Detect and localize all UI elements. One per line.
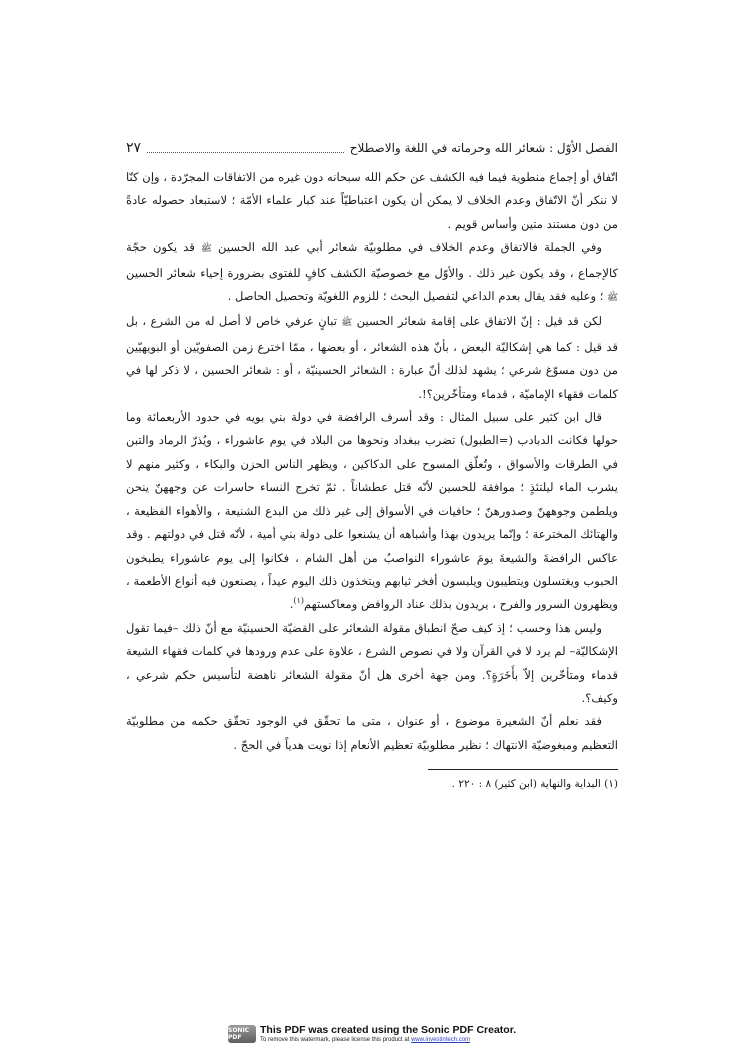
page-number: ٢٧ — [126, 140, 142, 156]
watermark-main-text: This PDF was created using the Sonic PDF Creator. — [260, 1023, 517, 1036]
paragraph-text: قال ابن كثير على سبيل المثال : وقد أسرف الرافضة في دولة بني بويه في حدود الأربعمائة وما حولها فكانت الدبادب (=الطبول) تضرب ببغداد ونحوها من البلاد في يوم عاشوراء ، ويُذرّ الرماد والتبن في الطرقات والأسواق ، وتُعلّق المسوح على الدكاكين ، ويظهر الناس الحزن والبكاء ، وكثير منهم لا يشرب الماء ليلتئذٍ ؛ موافقة للحسين لأنّه قتل عطشاناً . ثمّ تخرج النساء حاسرات عن وجههنّ ينحن ويلطمن وجوههنّ وصدورهنّ ؛ حافيات في الأسواق إلى غير ذلك من البدع الشنيعة ، والأهواء الفظيعة ، والهتائك المخترعة ؛ وإنّما يريدون بهذا وأشباهه أن يشنعوا على دولة بني أمية ، لأنّه قتل في دولتهم . وقد عاكس الرافضةَ والشيعةَ يومَ عاشوراء النواصبُ من أهل الشام ، فكانوا إلى يوم عاشوراء يطبخون الحبوب ويغتسلون ويتطيبون ويلبسون أفخر ثيابهم ويتخذون ذلك اليوم عيداً ، يصنعون فيه أنواع الأطعمة ، ويظهرون السرور والفرح ، يريدون بذلك عناد الروافض ومعاكستهم — [126, 410, 618, 612]
sonic-pdf-logo-icon: SONIC PDF — [228, 1025, 256, 1043]
honorific-symbol: ﷺ — [341, 318, 353, 329]
watermark-link[interactable]: www.investintech.com — [411, 1036, 471, 1043]
watermark-sub-label: To remove this watermark, please license this product at — [260, 1036, 412, 1043]
body-paragraph — [126, 236, 618, 310]
paragraph-text: فقد نعلم أنّ الشعيرة موضوع ، أو عنوان ، متى ما تحقّق في الوجود تحقّق حكمه من مطلوبيّة التعظيم ومبغوضيّة الانتهاك ؛ نظير مطلوبيّة تعظيم الأنعام إذا نويت هدياً في الحجّ . — [126, 714, 618, 752]
body-paragraph — [126, 310, 618, 406]
header-leader-dots — [147, 144, 344, 153]
footnote: (١) البداية والنهاية (ابن كثير) ٨ : ٢٢٠ . — [451, 778, 618, 791]
pdf-watermark — [228, 1023, 516, 1045]
footnote-reference[interactable]: (١) — [293, 596, 304, 606]
paragraph-text: لكن قد قيل : إنّ الاتفاق على إقامة شعائر الحسين — [352, 314, 602, 329]
honorific-symbol: ﷺ — [201, 244, 212, 255]
paragraph-text: تبانٍ عرفي خاص لا أصل له من الشرع ، بل قد قيل : كما هي إشكاليّة البعض ، بأنّ هذه الشعائر ، أو بعضها ، ممّا اخترع زمن الصفويّين أو البويهيّين من دون مسوّغ شرعي ؛ يشهد لذلك أنّ عبارة : الشعائر الحسينيّة ، أو : شعائر الحسين ، لا ذكر لها في كلمات فقهاء الإماميّة ، قدماء ومتأخّرين؟!. — [126, 314, 618, 401]
document-page — [126, 140, 618, 792]
watermark-sub-text — [260, 1036, 516, 1044]
footnotes — [126, 776, 618, 792]
body-paragraph — [126, 166, 618, 236]
body-paragraph — [126, 617, 618, 711]
footnote-separator — [428, 769, 618, 770]
chapter-title: الفصل الأوّل : شعائر الله وحرماته في اللغة والاصطلاح — [349, 141, 618, 155]
paragraph-text: وفي الجملة فالاتفاق وعدم الخلاف في مطلوبيّة شعائر أبي عبد الله الحسين — [211, 240, 603, 255]
body-paragraph: قال ابن كثير على سبيل المثال : وقد أسرف الرافضة في دولة بني بويه في حدود الأربعمائة وما حولها فكانت الدبادب (=الطبول) تضرب ببغداد ونحوها من البلاد في يوم عاشوراء ، ويُذرّ الرماد والتبن في الطرقات والأسواق ، وتُعلّق المسوح على الدكاكين ، ويظهر الناس الحزن والبكاء ، وكثير منهم لا يشرب الماء ليلتئذٍ ؛ موافقة للحسين لأنّه قتل عطشاناً . ثمّ تخرج النساء حاسرات عن وجههنّ ينحن ويلطمن وجوههنّ وصدورهنّ ؛ حافيات في الأسواق إلى غير ذلك من البدع الشنيعة ، والأهواء الفظيعة ، والهتائك المخترعة ؛ وإنّما يريدون بهذا وأشباهه أن يشنعوا على دولة بني أمية ، لأنّه قتل في دولتهم . وقد عاكس الرافضةَ والشيعةَ يومَ عاشوراء النواصبُ من أهل الشام ، فكانوا إلى يوم عاشوراء يطبخون الحبوب ويغتسلون ويتطيبون ويلبسون أفخر ثيابهم ويتخذون ذلك اليوم عيداً ، يصنعون فيه أنواع الأطعمة ، ويظهرون السرور والفرح ، يريدون بذلك عناد الروافض ومعاكستهم$^{(١)}$. — [126, 410, 618, 612]
paragraph-text: وليس هذا وحسب ؛ إذ كيف صحّ انطباق مقولة الشعائر على القضيّة الحسينيّة مع أنّ ذلك –فيما تقول الإشكاليّة– لم يرد لا في القرآن ولا في نصوص الشرع ، علاوة على عدم ورودها في كلمات فقهاء الشيعة قدماء ومتأخّرين إلاّ بأَخَرَةٍ؟. ومن جهة أخرى هل أنّ مقولة الشعائر ناهضة لتأسيس حكم شرعي ، وكيف؟. — [126, 620, 618, 705]
body-paragraph — [126, 710, 618, 757]
paragraph-text: اتّفاق أو إجماع منطوية فيما فيه الكشف عن حكم الله سبحانه دون غيره من الاتفاقات المجرّدة ، وإن كنّا لا ننكر أنّ الاتّفاق وعدم الخلاف لا يمكن أن يكون اعتباطيّاً عند كبار علماء الأمّة ؛ لاستبعاد حصوله عادةً من دون مستند متين وأساس قويم . — [126, 170, 618, 231]
honorific-symbol: ﷺ — [607, 293, 618, 304]
running-header — [126, 140, 618, 156]
paragraph-text: قد يكون حجّة كالإجماع ، وقد يكون غير ذلك . والأوّل مع خصوصيّة الكشف كافٍ للفتوى بضرورة إحياء شعائر الحسين — [126, 240, 618, 280]
body-text — [126, 166, 618, 757]
paragraph-text: ؛ وعليه فقد يقال بعدم الداعي لتفصيل البحث ؛ للزوم اللغويّة وتحصيل الحاصل . — [227, 289, 608, 304]
